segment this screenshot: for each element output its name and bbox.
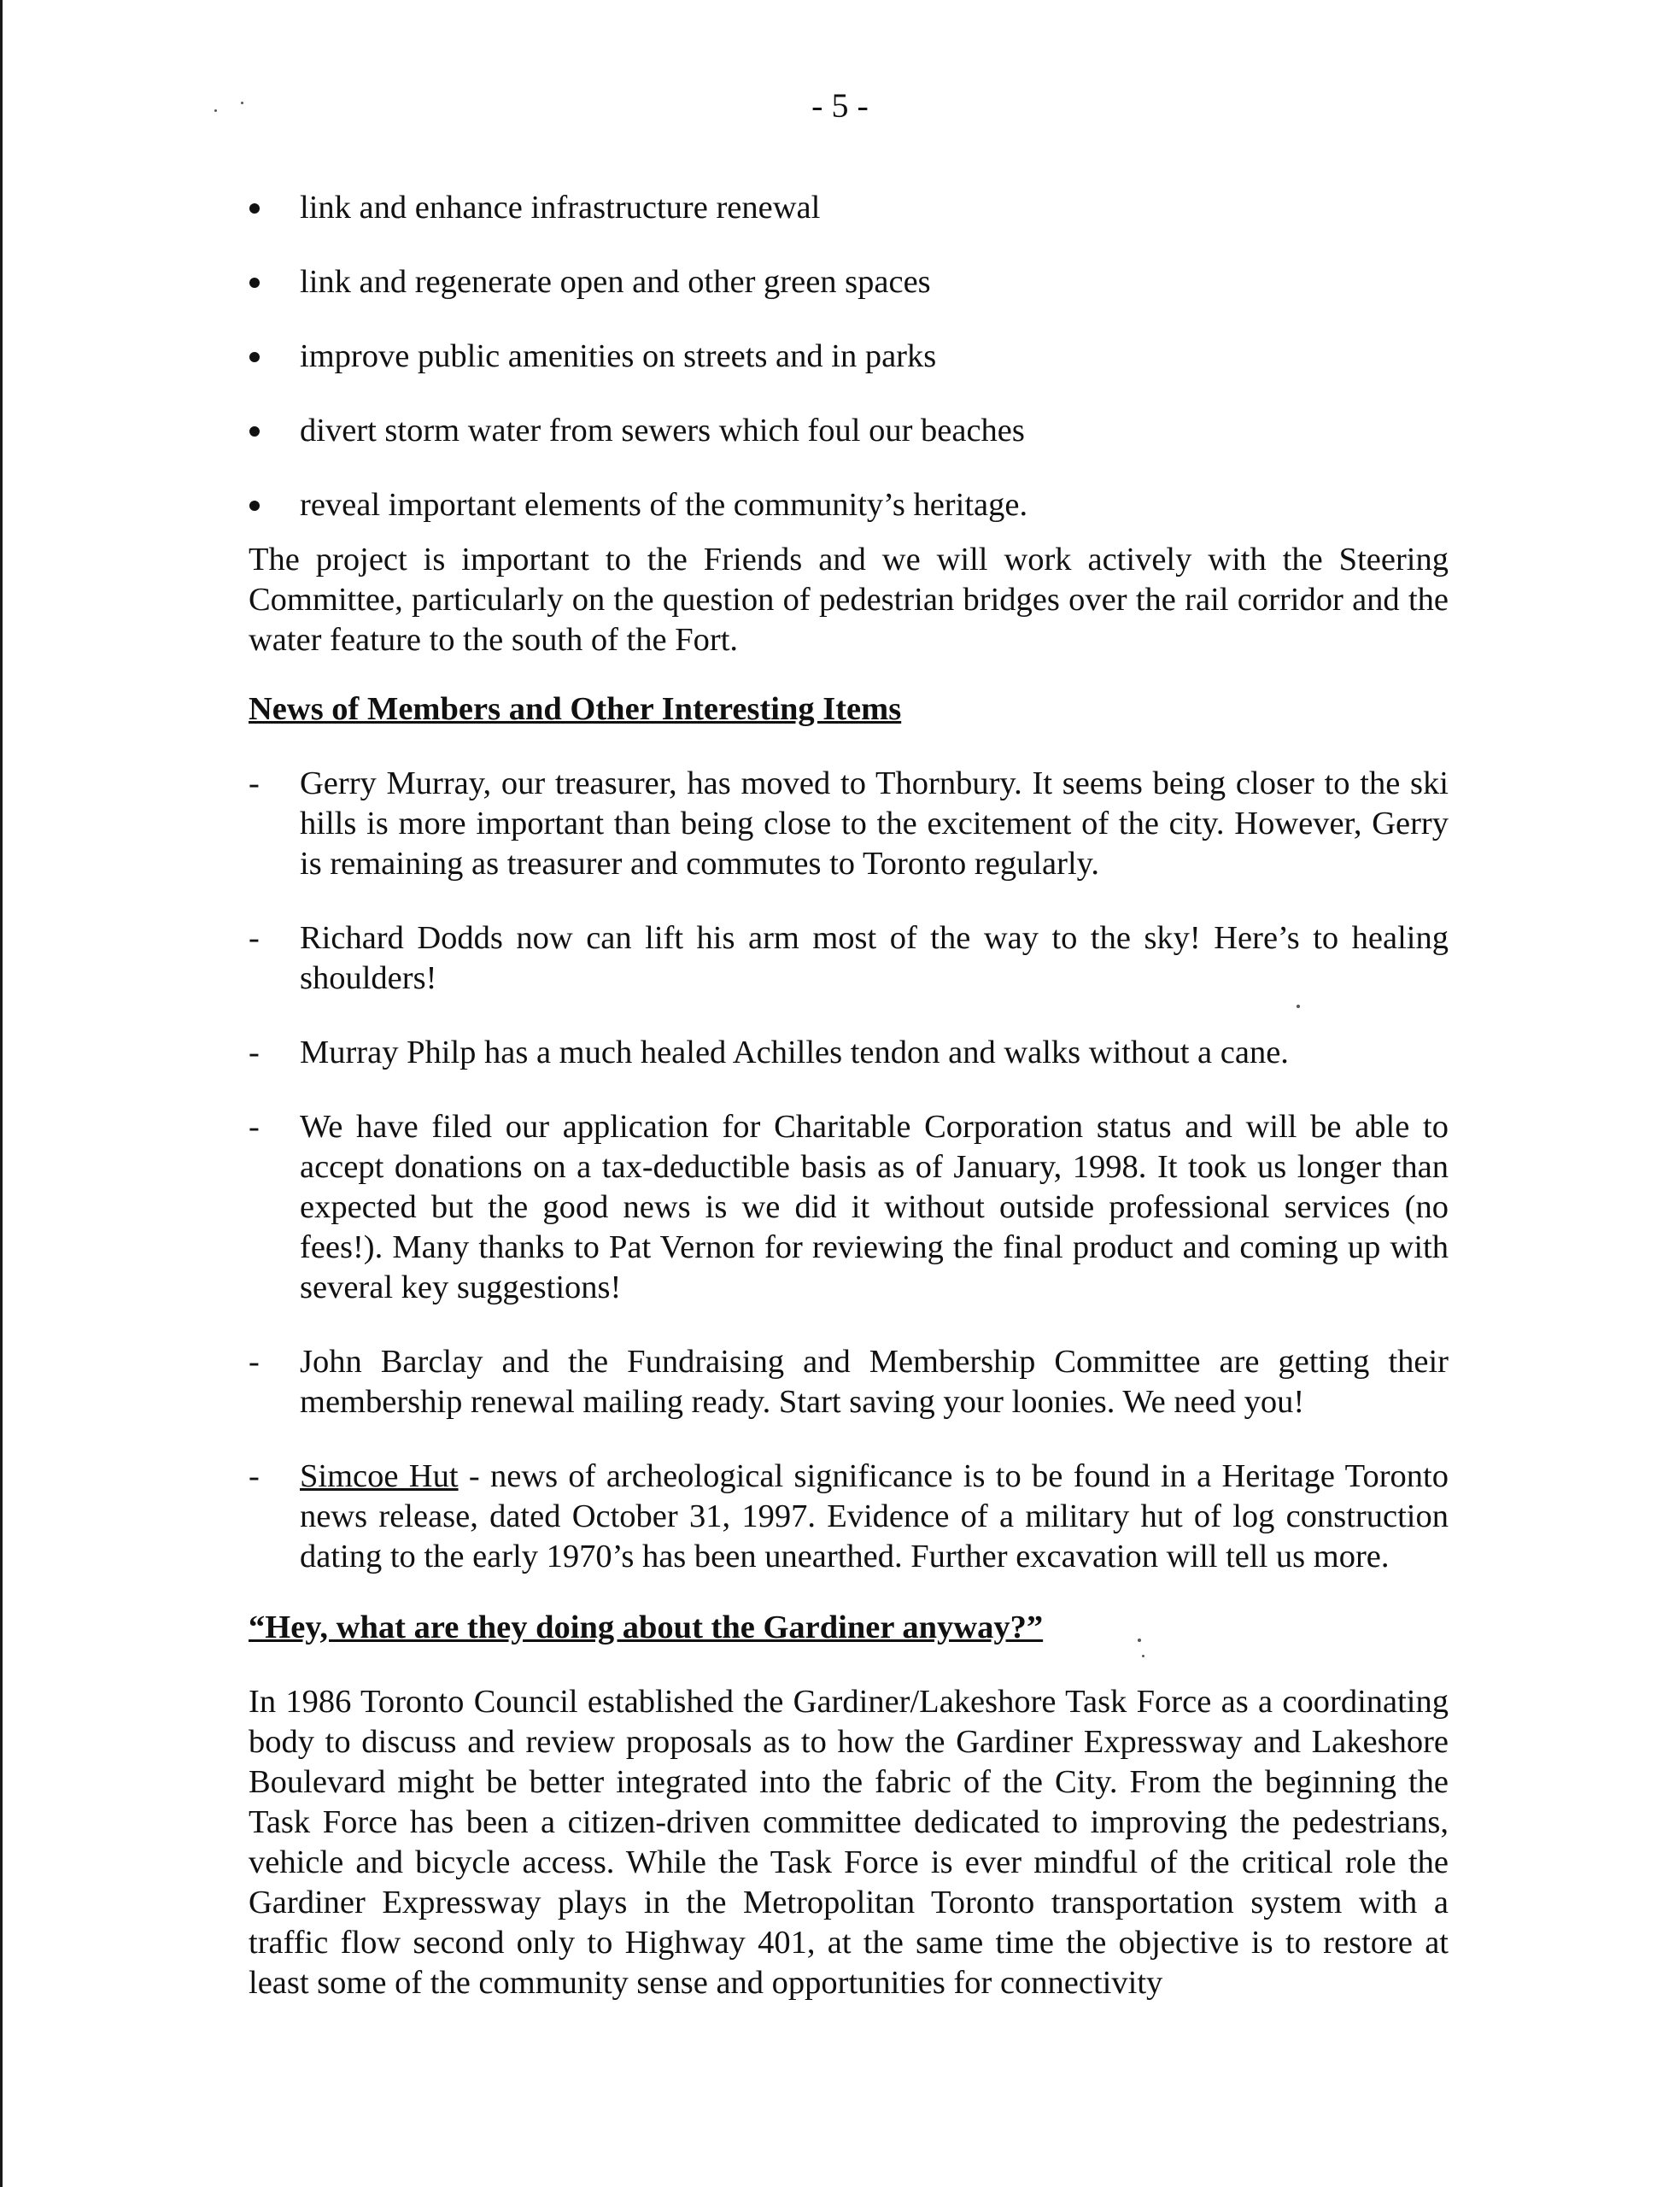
list-item: reveal important elements of the community’s heritage. [249,485,1449,525]
dash-marker: - [249,765,260,801]
dash-marker: - [249,1458,260,1494]
bullet-list [249,188,1449,525]
dash-marker: - [249,1109,260,1145]
news-item: - Richard Dodds now can lift his arm most of the way to the sky! Here’s to healing shoulders! [249,920,1449,996]
section-heading-gardiner: “Hey, what are they doing about the Gardiner anyway?” [249,1609,1044,1645]
document-body [249,188,1449,2003]
news-item: - Murray Philp has a much healed Achilles tendon and walks without a cane. [249,1033,1449,1073]
bullet-icon [249,203,260,214]
bullet-icon [249,352,260,362]
bullet-icon [249,278,260,288]
dash-marker: - [249,1035,260,1070]
bullet-icon [249,501,260,511]
dash-marker: - [249,1344,260,1380]
news-item: - We have filed our application for Charitable Corporation status and will be able to accept donations on a tax-deductible basis as of January, 1998. It took us longer than expected but the good news is we did it without outside professional services (no fees!). Many thanks to Pat Vernon for reviewing the final product and coming up with several key suggestions! [249,1109,1449,1305]
scan-edge [0,0,3,2187]
news-item: - John Barclay and the Fundraising and Membership Committee are getting their membership renewal mailing ready. Start saving your loonies. We need you! [249,1344,1449,1420]
list-item: divert storm water from sewers which foul our beaches [249,411,1449,451]
news-list [249,764,1449,1577]
dash-marker: - [249,920,260,956]
paragraph-gardiner: In 1986 Toronto Council established the Gardiner/Lakeshore Task Force as a coordinating body to discuss and review proposals as to how the Gardiner Expressway and Lakeshore Boulevard might be better integrated into the fabric of the City. From the beginning the Task Force has been a citizen-driven committee dedicated to improving the pedestrians, vehicle and bicycle access. While the Task Force is ever mindful of the critical role the Gardiner Expressway plays in the Metropolitan Toronto transportation system with a traffic flow second only to Highway 401, at the same time the objective is to restore at least some of the community sense and opportunities for connectivity [249,1684,1449,2001]
news-item: - Gerry Murray, our treasurer, has moved to Thornbury. It seems being closer to the ski hills is more important than being close to the excitement of the city. However, Gerry is remaining as treasurer and commutes to Toronto regularly. [249,765,1449,882]
bullet-icon [249,426,260,437]
list-item: link and regenerate open and other green spaces [249,262,1449,302]
page-number: - 5 - [811,86,869,125]
simcoe-hut-text: - news of archeological significance is to be found in a Heritage Toronto news release, dated October 31, 1997. Evidence of a military hut of log construction dating to the early 1970’s has been unearthed. Further excavation will tell us more. [300,1458,1449,1574]
news-item [249,1457,1449,1577]
simcoe-hut-title: Simcoe Hut [300,1458,459,1494]
paragraph-project: The project is important to the Friends and we will work actively with the Steering Committee, particularly on the question of pedestrian bridges over the rail corridor and the water feature to the south of the Fort. [249,542,1449,658]
list-item: improve public amenities on streets and in parks [249,337,1449,377]
list-item: link and enhance infrastructure renewal [249,188,1449,228]
section-heading-news: News of Members and Other Interesting Items [249,691,902,727]
